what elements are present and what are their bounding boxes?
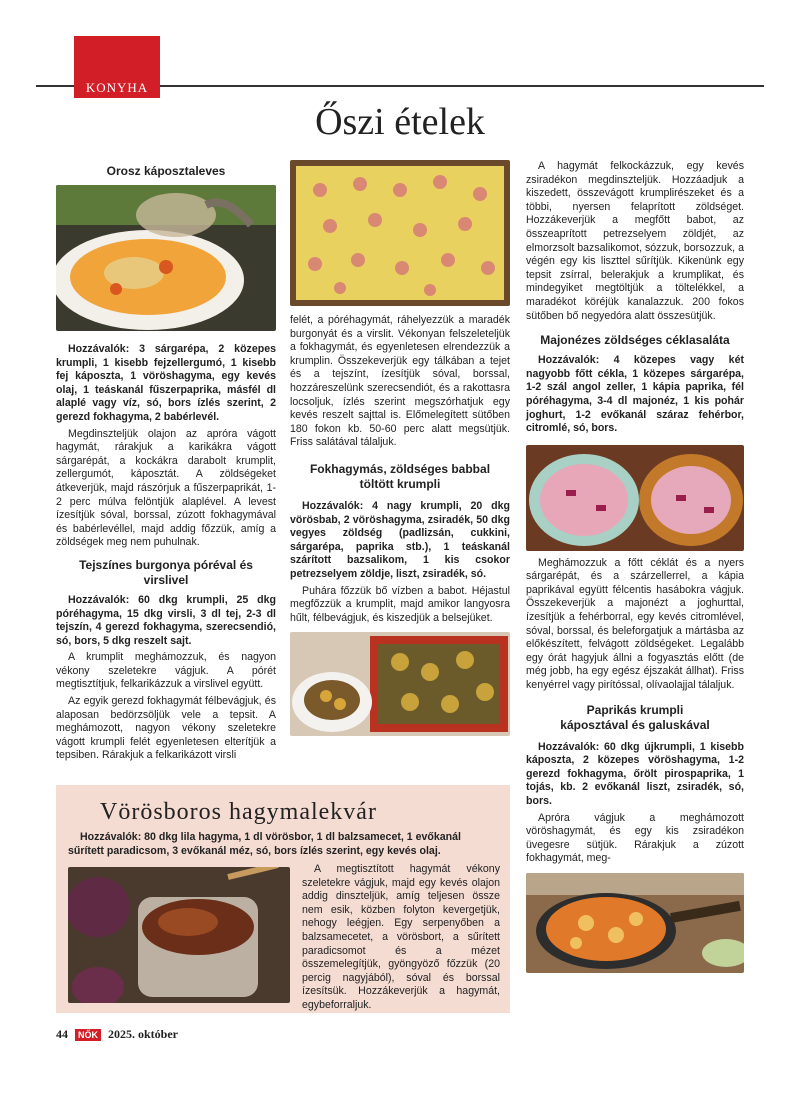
stuffed-title: Fokhagymás, zöldséges babbal töltött krumpli — [309, 461, 491, 491]
soup-text: Megdinszteljük olajon az apróra vágott hagymát, rárakjuk a karikákra vágott sárgarépát, a kockákra darabolt krumplit, zellergumót, káposztát. A zöldségeket átkeverjük, majd rászórjuk a fűszerpaprikát, 1-2 perc múlva felöntjük alaplével. A levest ízesítjük sóval, borssal, zúzott fokhagymával és babérlevéllel, majd addig főzzük, amíg a zöldségek meg nem puhulnak. — [56, 427, 276, 549]
page-title: Őszi ételek — [315, 101, 485, 143]
beet-title: Majonézes zöldséges céklasaláta — [540, 333, 730, 348]
column-3 — [526, 160, 744, 973]
paprika-title: Paprikás krumpli káposztával és galuskával — [560, 702, 710, 732]
jam-text: A megtisztított hagymát vékony szeletekre vágjuk, majd egy kevés olajon addig dinszteljük, amíg teljesen össze nem esik, közben folyton kevergetjük, nehogy leégjen. Egy serpenyőben a balzsamecetet, a vörösbort, a sűrített paradicsomot és a mézet összemelegítjük, gyöngyöző főzzük (20 percig nagyjából), sóval és borssal ízesítsük. Hozzákeverjük a hagymát, egybeforraljuk. — [302, 863, 500, 1011]
page-number: 44 — [56, 1027, 68, 1041]
gratin-text-3: felét, a póréhagymát, ráhelyezzük a maradék burgonyát és a virslit. Vékonyan felszeleteljük a fokhagymát, és egyenletesen elrendezzük a krumplin. Összekeverjük egy tálkában a tejet és a tejszínt, ízesítjük sóval, borssal, hozzáreszelünk szerecsendiót, és a rakottasra locsoljuk, ízlés szerint megszórhatjuk egy kevés reszelt sajttal is. Előmelegített sütőben 180 fokon kb. 50-60 perc alatt megsütjük. Friss salátával tálaljuk. — [290, 314, 510, 449]
soup-title: Orosz káposztaleves — [106, 164, 226, 178]
stuffed-text-2: A hagymát felkockázzuk, egy kevés zsiradékon megdinszteljük. Hozzáadjuk a kiszedett, összevágott krumplirészeket és a többi, nyersen felaprított zöldséget. Hozzákeverjük a megfőtt babot, az összeaprított petrezselyem zöldjét, az elmorzsolt bazsalikomot, sózzuk, borsozzuk, a végén egy kis liszttel sűrítjük. Kikenünk egy tepsit zsírral, belerakjuk a krumplikat, és mindegyiket megtöltjük a töltelékkel, a maradékot köréjük kanalazzuk. 200 fokos sütőben bő negyedóra alatt összesütjük. — [526, 160, 744, 322]
jam-title: Vörösboros hagymalekvár — [100, 799, 377, 825]
paprika-photo — [526, 873, 744, 973]
stuffed-ingredients: Hozzávalók: 4 nagy krumpli, 20 dkg vörösbab, 2 vöröshagyma, zsiradék, 50 dkg vegyes zöldség (padlizsán, cukkini, sárgarépa, paprika stb.), 1 teáskanál szárított bazsalikom, 1 kis csokor petrezselyem zöldje, liszt, zsiradék, só. — [290, 499, 510, 580]
soup-photo — [56, 185, 276, 331]
paprika-ingredients: Hozzávalók: 60 dkg újkrumpli, 1 kisebb káposzta, 2 közepes vöröshagyma, 1-2 gerezd fokhagyma, őrölt pirospaprika, 1 tojás, kb. 2 evőkanál liszt, zsiradék, só, bors. — [526, 740, 744, 807]
magazine-logo: NŐK — [75, 1029, 101, 1041]
onion-jam-box — [56, 785, 510, 1013]
jam-ingredients: Hozzávalók: 80 dkg lila hagyma, 1 dl vörösbor, 1 dl balzsamecet, 1 evőkanál sűrített paradicsom, 3 evőkanál méz, só, bors ízlés szerint, egy kevés olaj. — [68, 831, 461, 857]
gratin-text-2: Az egyik gerezd fokhagymát félbevágjuk, és alaposan bedörzsöljük vele a tepsit. A meghámozott, nagyon vékony szeletekre vágott krumpli felét egyenletesen elterítjük a tepsiben. Rárakjuk a felkarikázott virsli — [56, 695, 276, 762]
column-1 — [56, 160, 276, 766]
soup-ingredients: Hozzávalók: 3 sárgarépa, 2 közepes krumpli, 1 kisebb fejzellergumó, 1 kisebb fej káposzta, 1 vöröshagyma, egy kevés olaj, 1 teáskanál fűszerpaprika, másfél dl alaplé vagy víz, só, bors ízlés szerint, 2 gerezd fokhagyma, 2 babérlevél. — [56, 343, 276, 423]
stuffed-photo — [290, 632, 510, 736]
gratin-ingredients: Hozzávalók: 60 dkg krumpli, 25 dkg póréhagyma, 15 dkg virsli, 3 dl tej, 2-3 dl tejszín, 4 gerezd fokhagyma, szerecsendió, só, bors, 5 dkg reszelt sajt. — [56, 593, 276, 647]
gratin-text-1: A krumplit meghámozzuk, és nagyon vékony szeletekre vágjuk. A pórét megtisztítjuk, felkarikázzuk a virslivel együtt. — [56, 651, 276, 691]
section-marker — [74, 36, 160, 84]
page-footer — [56, 1027, 178, 1042]
stuffed-text-1: Puhára főzzük bő vízben a babot. Héjastul megfőzzük a krumplit, majd amikor langyosra hűlt, félbevágjuk, és kiszedjük a belsejüket. — [290, 584, 510, 624]
column-2 — [290, 160, 510, 736]
gratin-photo — [290, 160, 510, 306]
section-tag: KONYHA — [74, 78, 160, 98]
beet-ingredients: Hozzávalók: 4 közepes vagy két nagyobb főtt cékla, 1 közepes sárgarépa, 1-2 szál angol zeller, 1 kápia paprika, fél póréhagyma, 3-4 dl majonéz, 1 kis pohár joghurt, 1-2 evőkanál száraz fehérbor, citromlé, só, bors. — [526, 354, 744, 435]
beet-photo — [526, 445, 744, 551]
beet-text: Meghámozzuk a főtt céklát és a nyers sárgarépát, és a szárzellerrel, a kápia paprikával együtt félcentis hasábokra vágjuk. Összekeverjük a majonézt a joghurttal, ízesítjük a fehérborral, egy kevés citromlével, sóval, borssal, és beleforgatjuk a mártásba az előkészített, felvágott zöldségeket. Legalább egy órát hagyjuk állni a fogyasztás előtt (de még jobb, ha egy egész éjszakát állhat). Friss kenyérrel vagy pirítóssal, olívaolajjal tálaljuk. — [526, 556, 744, 692]
jam-photo — [68, 867, 290, 1003]
gratin-title: Tejszínes burgonya póréval és virslivel — [79, 557, 253, 587]
issue-date: 2025. október — [108, 1027, 178, 1041]
paprika-text: Apróra vágjuk a meghámozott vöröshagymát, és egy kis zsiradékon üvegesre sütjük. Rárakjuk a zúzott fokhagymát, meg- — [526, 811, 744, 865]
